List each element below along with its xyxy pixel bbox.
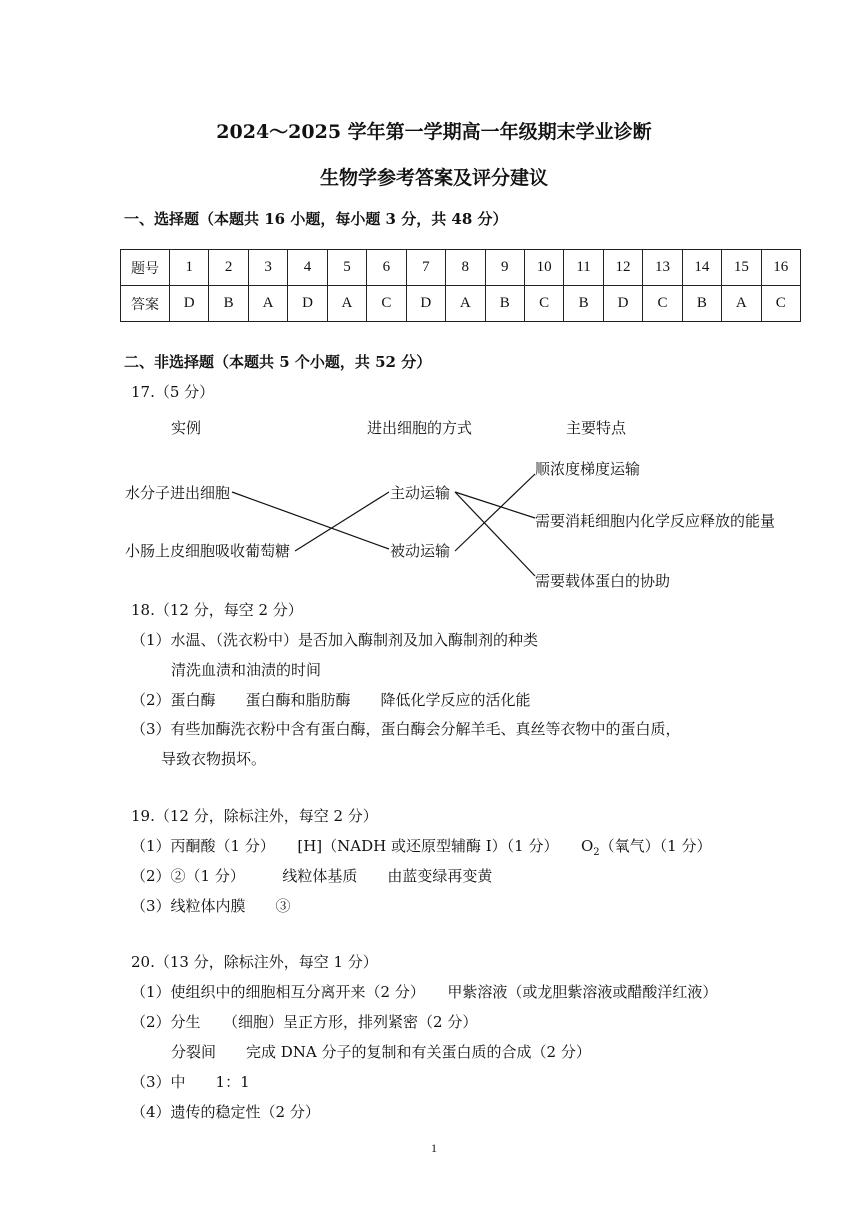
answer-cell: A [722,286,761,322]
line-water-to-passive [232,492,389,549]
answer-cell: C [643,286,682,322]
q19-answer-1: （1）丙酮酸（1 分） [H]（NADH 或还原型辅酶 I）（1 分） $O_2$（氧气）（1 分） [131,837,712,858]
question-number-cell: 8 [446,250,485,286]
page-subtitle: 生物学参考答案及评分建议 [319,167,548,189]
question-number-cell: 12 [603,250,642,286]
answer-cell: B [209,286,248,322]
q20-answer-2b: 分裂间 完成 DNA 分子的复制和有关蛋白质的合成（2 分） [171,1043,591,1061]
q17-way-active: 主动运输 [390,484,451,502]
answer-cell: B [485,286,524,322]
line-glucose-to-active [295,492,389,551]
q17-example-water: 水分子进出细胞 [125,484,231,502]
answer-cell: D [288,286,327,322]
row-label-number: 题号 [121,250,170,286]
question-number-cell: 2 [209,250,248,286]
answer-cell: A [248,286,287,322]
q17-label: 17.（5 分） [131,383,215,401]
question-number-cell: 1 [170,250,209,286]
question-number-cell: 4 [288,250,327,286]
section-heading-nonchoice: 二、非选择题（本题共 5 个小题，共 52 分） [124,353,432,371]
page-number: 1 [431,1141,437,1155]
q18-answer-1b: 清洗血渍和油渍的时间 [171,661,322,679]
page-title: 2024～2025 学年第一学期高一年级期末学业诊断 [216,121,652,143]
answer-cell: D [603,286,642,322]
answer-cell: C [761,286,800,322]
row-label-answer: 答案 [121,286,170,322]
answer-cell: B [682,286,721,322]
question-number-cell: 5 [327,250,366,286]
q17-feature-energy: 需要消耗细胞内化学反应释放的能量 [535,512,776,530]
answer-cell: D [170,286,209,322]
q18-answer-3b: 导致衣物损坏。 [161,750,267,768]
q17-example-glucose: 小肠上皮细胞吸收葡萄糖 [125,542,291,560]
question-number-cell: 13 [643,250,682,286]
question-number-cell: 15 [722,250,761,286]
q18-label: 18.（12 分，每空 2 分） [131,601,303,619]
q18-answer-2: （2）蛋白酶 蛋白酶和脂肪酶 降低化学反应的活化能 [131,691,531,709]
q20-label: 20.（13 分，除标注外，每空 1 分） [131,953,378,971]
q17-col-way: 进出细胞的方式 [367,419,473,437]
answer-cell: D [406,286,445,322]
answer-cell: B [564,286,603,322]
question-number-cell: 7 [406,250,445,286]
q20-answer-4: （4）遗传的稳定性（2 分） [131,1103,320,1121]
q20-answer-2: （2）分生 （细胞）呈正方形，排列紧密（2 分） [131,1013,478,1031]
q19-label: 19.（12 分，除标注外，每空 2 分） [131,807,378,825]
question-number-cell: 16 [761,250,800,286]
q20-answer-1: （1）使组织中的细胞相互分离开来（2 分） 甲紫溶液（或龙胆紫溶液或醋酸洋红液） [131,983,718,1001]
question-number-cell: 6 [367,250,406,286]
q17-col-feature: 主要特点 [566,419,627,437]
answer-cell: A [327,286,366,322]
question-number-cell: 3 [248,250,287,286]
answer-cell: A [446,286,485,322]
question-number-cell: 11 [564,250,603,286]
question-number-cell: 10 [524,250,563,286]
q17-feature-gradient: 顺浓度梯度运输 [535,460,641,478]
q17-col-example: 实例 [171,419,202,437]
q18-answer-3: （3）有些加酶洗衣粉中含有蛋白酶，蛋白酶会分解羊毛、真丝等衣物中的蛋白质， [131,720,681,738]
question-number-cell: 9 [485,250,524,286]
q19-answer-3: （3）线粒体内膜 ③ [131,897,291,915]
q19-answer-2: （2）②（1 分） 线粒体基质 由蓝变绿再变黄 [131,867,493,885]
section-heading-choice: 一、选择题（本题共 16 小题，每小题 3 分，共 48 分） [124,210,508,228]
line-passive-to-gradient [455,474,535,551]
answer-cell: C [524,286,563,322]
q17-feature-carrier: 需要载体蛋白的协助 [535,572,671,590]
q18-answer-1: （1）水温、（洗衣粉中）是否加入酶制剂及加入酶制剂的种类 [131,631,539,649]
answer-cell: C [367,286,406,322]
q20-answer-3: （3）中 1：1 [131,1073,250,1091]
q17-way-passive: 被动运输 [390,542,451,560]
question-number-cell: 14 [682,250,721,286]
